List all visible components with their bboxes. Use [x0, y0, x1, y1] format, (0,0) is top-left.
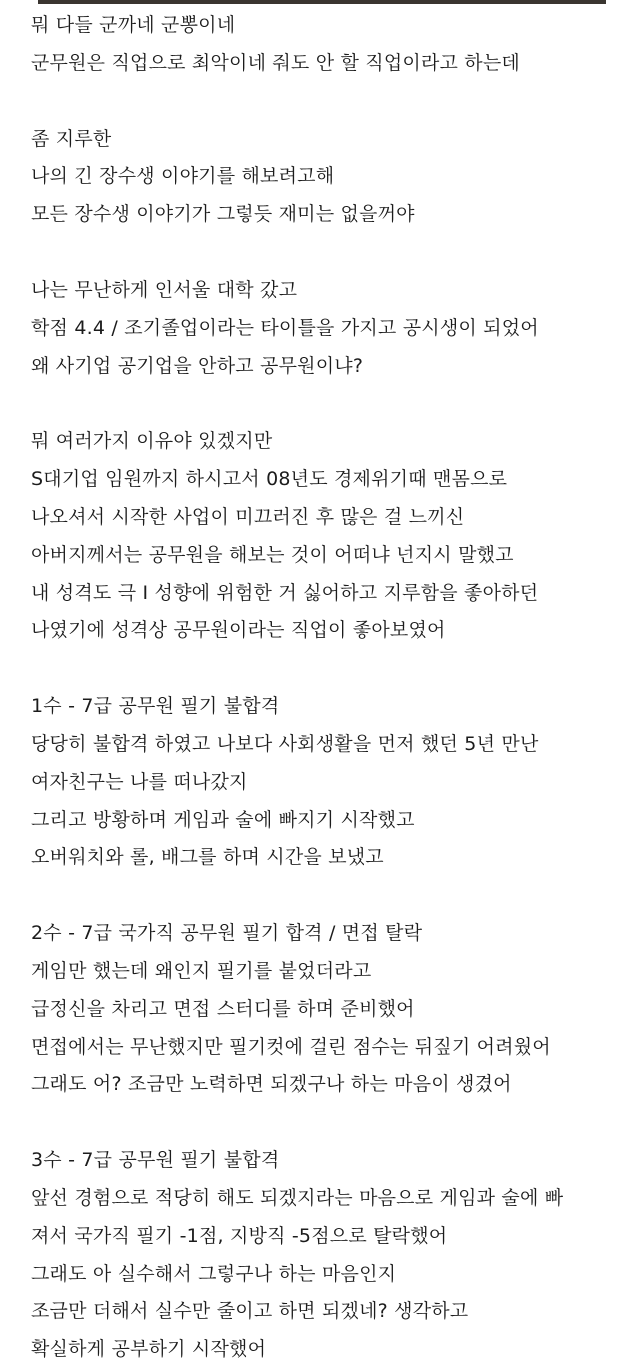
top-image-edge — [38, 0, 606, 4]
text-line: 급정신을 차리고 면접 스터디를 하며 준비했어 — [31, 997, 415, 1020]
text-line: 당당히 불합격 하였고 나보다 사회생활을 먼저 했던 5년 만난 — [31, 732, 539, 755]
text-line: 2수 - 7급 국가직 공무원 필기 합격 / 면접 탈락 — [31, 922, 423, 945]
text-line: 게임만 했는데 왜인지 필기를 붙었더라고 — [31, 959, 372, 982]
text-line: 그리고 방황하며 게임과 술에 빠지기 시작했고 — [31, 808, 415, 831]
text-line: 1수 - 7급 공무원 필기 불합격 — [31, 695, 280, 718]
paragraph — [31, 915, 626, 1104]
text-line: S대기업 임원까지 하시고서 08년도 경제위기때 맨몸으로 — [31, 468, 508, 491]
text-line: 모든 장수생 이야기가 그렇듯 재미는 없을꺼야 — [31, 203, 415, 226]
text-line: 조금만 더해서 실수만 줄이고 하면 되겠네? 생각하고 — [31, 1300, 469, 1323]
text-line: 그래도 아 실수해서 그렇구나 하는 마음인지 — [31, 1262, 397, 1285]
text-line: 3수 - 7급 공무원 필기 불합격 — [31, 1149, 280, 1172]
paragraph — [31, 1142, 626, 1369]
text-line: 져서 국가직 필기 -1점, 지방직 -5점으로 탈락했어 — [31, 1224, 448, 1247]
text-line: 나의 긴 장수생 이야기를 해보려고해 — [31, 165, 335, 188]
paragraph — [31, 688, 626, 877]
text-line: 군무원은 직업으로 최악이네 줘도 안 할 직업이라고 하는데 — [31, 51, 520, 74]
text-line: 왜 사기업 공기업을 안하고 공무원이냐? — [31, 354, 364, 377]
text-line: 면접에서는 무난했지만 필기컷에 걸린 점수는 뒤짚기 어려웠어 — [31, 1035, 551, 1058]
text-line: 나는 무난하게 인서울 대학 갔고 — [31, 278, 298, 301]
text-line: 나오셔서 시작한 사업이 미끄러진 후 많은 걸 느끼신 — [31, 505, 465, 528]
post-body — [31, 7, 626, 1369]
text-line: 앞선 경험으로 적당히 해도 되겠지라는 마음으로 게임과 술에 빠 — [31, 1186, 564, 1209]
paragraph — [31, 272, 626, 385]
text-line: 나였기에 성격상 공무원이라는 직업이 좋아보였어 — [31, 619, 446, 642]
text-line: 아버지께서는 공무원을 해보는 것이 어떠냐 넌지시 말했고 — [31, 543, 514, 566]
text-line: 뭐 여러가지 이유야 있겠지만 — [31, 430, 273, 453]
text-line: 여자친구는 나를 떠나갔지 — [31, 770, 248, 793]
text-line: 확실하게 공부하기 시작했어 — [31, 1338, 267, 1361]
paragraph — [31, 423, 626, 650]
text-line: 오버워치와 롤, 배그를 하며 시간을 보냈고 — [31, 846, 384, 869]
text-line: 학점 4.4 / 조기졸업이라는 타이틀을 가지고 공시생이 되었어 — [31, 316, 539, 339]
text-line: 뭐 다들 군까네 군뽕이네 — [31, 14, 236, 36]
text-line: 내 성격도 극 I 성향에 위험한 거 싫어하고 지루함을 좋아하던 — [31, 581, 539, 604]
paragraph — [31, 121, 626, 234]
paragraph — [31, 7, 626, 83]
text-line: 좀 지루한 — [31, 127, 112, 150]
text-line: 그래도 어? 조금만 노력하면 되겠구나 하는 마음이 생겼어 — [31, 1073, 512, 1096]
